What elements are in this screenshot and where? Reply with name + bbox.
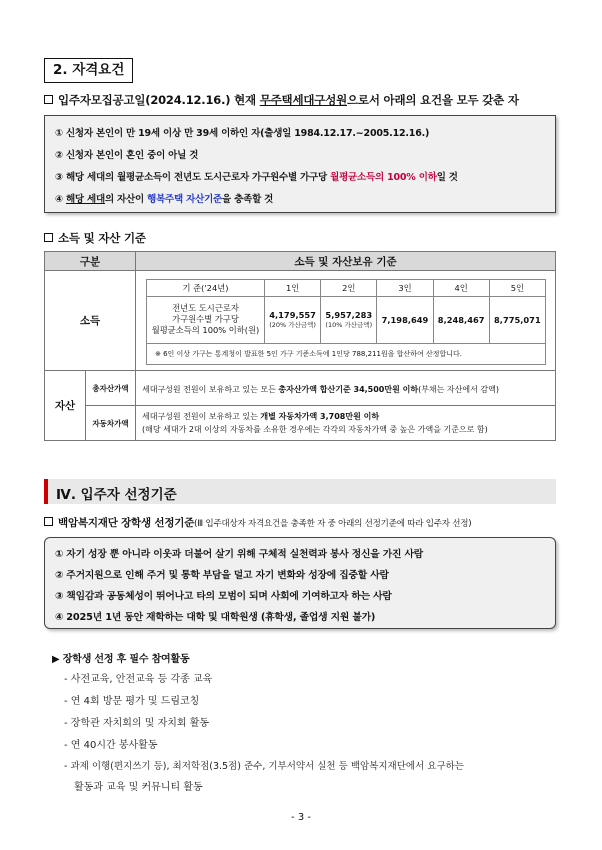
income-asset-table bbox=[44, 251, 556, 441]
inner-header-4p: 4인 bbox=[433, 280, 489, 297]
col-gubun: 구분 bbox=[44, 251, 136, 271]
activities-heading: ▶ 장학생 선정 후 필수 참여활동 bbox=[52, 654, 190, 665]
section-title-qualifications: 2. 자격요건 bbox=[44, 58, 133, 83]
page-number: - 3 - bbox=[291, 812, 311, 823]
selection-criterion-3: ③ 책임감과 공동체성이 뛰어나고 타의 모범이 되며 사회에 기여하고자 하는 사람 bbox=[55, 591, 392, 602]
requirement-1: ① 신청자 본인이 만 19세 이상 만 39세 이하인 자(출생일 1984.12.17.~2005.12.16.) bbox=[55, 128, 430, 139]
activity-item: - 연 40시간 봉사활동 bbox=[64, 740, 158, 751]
income-asset-heading: 소득 및 자산 기준 bbox=[44, 230, 146, 246]
square-bullet-icon bbox=[44, 233, 53, 242]
activity-item: - 장학관 자치회의 및 자치회 활동 bbox=[64, 718, 210, 729]
inner-header-3p: 3인 bbox=[377, 280, 433, 297]
activity-item: - 사전교육, 안전교육 등 각종 교육 bbox=[64, 674, 213, 685]
income-criteria-cell bbox=[135, 270, 556, 371]
income-value-2p: 5,957,283 (10% 가산금액) bbox=[321, 296, 377, 344]
row-asset-label: 자산 bbox=[44, 370, 86, 441]
col-criteria: 소득 및 자산보유 기준 bbox=[135, 251, 556, 271]
income-note: ※ 6인 이상 가구는 통계청이 발표한 5인 가구 기준소득에 1인당 788,211원을 합산하여 산정합니다. bbox=[147, 344, 546, 365]
asset-total-label: 총자산가액 bbox=[85, 370, 136, 406]
inner-header-criteria: 기 준('24년) bbox=[147, 280, 265, 297]
income-value-5p: 8,775,071 bbox=[489, 296, 545, 344]
selection-criterion-2: ② 주거지원으로 인해 주거 및 통학 부담을 덜고 자기 변화와 성장에 집중할 사람 bbox=[55, 570, 389, 581]
square-bullet-icon bbox=[44, 95, 53, 104]
requirement-4: ④ 해당 세대의 자산이 행복주택 자산기준을 충족할 것 bbox=[55, 194, 274, 205]
selection-criterion-1: ① 자기 성장 뿐 아니라 이웃과 더불어 살기 위해 구체적 실천력과 봉사 정신을 가진 사람 bbox=[55, 549, 424, 560]
qualification-heading: 입주자모집공고일(2024.12.16.) 현재 무주택세대구성원으로서 아래의 요건을 모두 갖춘 자 bbox=[44, 92, 519, 108]
income-inner-table bbox=[146, 279, 546, 365]
activity-item: - 연 4회 방문 평가 및 드림코칭 bbox=[64, 696, 200, 707]
requirement-2: ② 신청자 본인이 혼인 중이 아닐 것 bbox=[55, 150, 199, 161]
income-value-4p: 8,248,467 bbox=[433, 296, 489, 344]
inner-header-5p: 5인 bbox=[489, 280, 545, 297]
income-value-1p: 4,179,557 (20% 가산금액) bbox=[265, 296, 321, 344]
selection-heading: 백암복지재단 장학생 선정기준(Ⅲ 입주대상자 자격요건을 충족한 자 중 아래의 선정기준에 따라 입주자 선정) bbox=[44, 515, 471, 530]
activity-item: - 과제 이행(편지쓰기 등), 최저학점(3.5점) 준수, 기부서약서 실천 등 백암복지재단에서 요구하는 bbox=[64, 761, 464, 772]
car-value-label: 자동차가액 bbox=[85, 405, 136, 441]
inner-header-2p: 2인 bbox=[321, 280, 377, 297]
inner-income-label: 전년도 도시근로자 가구원수별 가구당 월평균소득의 100% 이하(원) bbox=[147, 296, 265, 344]
row-income-label: 소득 bbox=[44, 270, 136, 371]
selection-criteria-box bbox=[44, 537, 556, 629]
inner-header-1p: 1인 bbox=[265, 280, 321, 297]
activity-item-continued: 활동과 교육 및 커뮤니티 활동 bbox=[74, 782, 203, 793]
requirements-box bbox=[44, 115, 556, 213]
square-bullet-icon bbox=[44, 517, 53, 526]
asset-total-criteria: 세대구성원 전원이 보유하고 있는 모든 총자산가액 합산기준 34,500만원 이하(부채는 자산에서 감액) bbox=[135, 370, 556, 406]
car-value-criteria: 세대구성원 전원이 보유하고 있는 개별 자동차가액 3,708만원 이하 (해당 세대가 2대 이상의 자동차를 소유한 경우에는 각각의 자동차가액 중 높은 가액을 기준으로 함) bbox=[135, 405, 556, 441]
selection-criterion-4: ④ 2025년 1년 동안 재학하는 대학 및 대학원생 (휴학생, 졸업생 지원 불가) bbox=[55, 612, 376, 623]
section-title-selection: Ⅳ. 입주자 선정기준 bbox=[44, 479, 556, 504]
income-value-3p: 7,198,649 bbox=[377, 296, 433, 344]
requirement-3: ③ 해당 세대의 월평균소득이 전년도 도시근로자 가구원수별 가구당 월평균소득의 100% 이하일 것 bbox=[55, 172, 458, 183]
